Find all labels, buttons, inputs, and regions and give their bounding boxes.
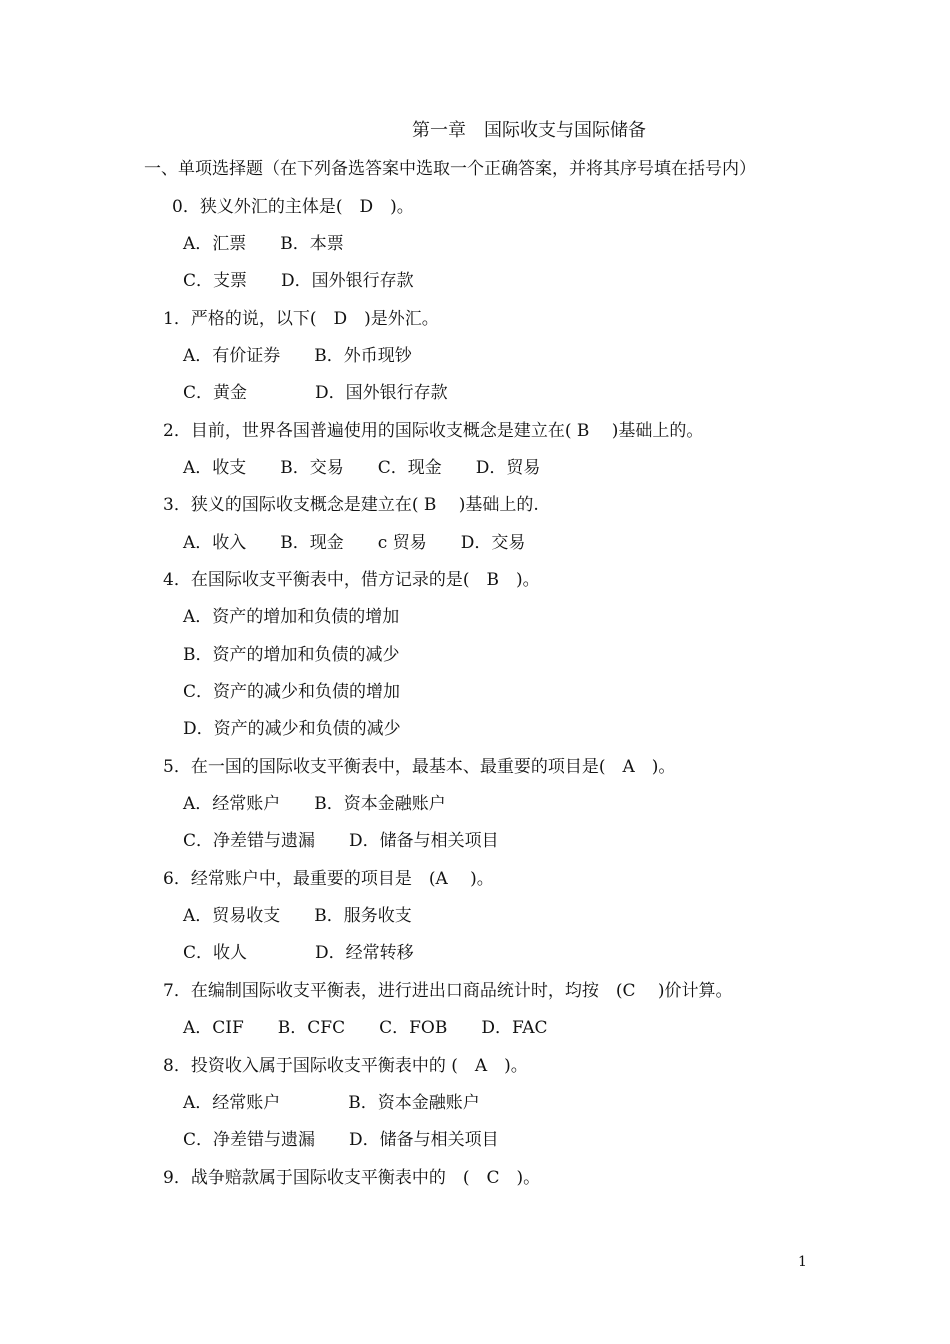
question-7: 7．在编制国际收支平衡表，进行进出口商品统计时，均按 (C )价计算。	[163, 981, 733, 1001]
option-4a: A．资产的增加和负债的增加	[183, 607, 400, 627]
question-2: 2．目前，世界各国普遍使用的国际收支概念是建立在( B )基础上的。	[163, 421, 704, 441]
question-8: 8．投资收入属于国际收支平衡表中的 ( A )。	[163, 1056, 528, 1076]
question-6: 6．经常账户中，最重要的项目是 (A )。	[163, 869, 494, 889]
options-1a: A．有价证券 B．外币现钞	[183, 346, 412, 366]
options-5b: C．净差错与遗漏 D．储备与相关项目	[183, 831, 499, 851]
question-1: 1．严格的说，以下( D )是外汇。	[163, 309, 439, 329]
options-6a: A．贸易收支 B．服务收支	[183, 906, 412, 926]
question-5: 5．在一国的国际收支平衡表中，最基本、最重要的项目是( A )。	[163, 757, 676, 777]
options-3: A．收入 B．现金 c 贸易 D．交易	[183, 533, 526, 553]
option-4d: D．资产的减少和负债的减少	[183, 719, 401, 739]
options-1b: C．黄金 D．国外银行存款	[183, 383, 448, 403]
options-7: A．CIF B．CFC C．FOB D．FAC	[183, 1018, 548, 1038]
options-6b: C．收人 D．经常转移	[183, 943, 414, 963]
options-5a: A．经常账户 B．资本金融账户	[183, 794, 446, 814]
options-8b: C．净差错与遗漏 D．储备与相关项目	[183, 1130, 499, 1150]
options-0b: C．支票 D．国外银行存款	[183, 271, 414, 291]
option-4b: B．资产的增加和负债的减少	[183, 645, 400, 665]
page-number: 1	[798, 1254, 807, 1270]
question-9: 9．战争赔款属于国际收支平衡表中的 ( C )。	[163, 1168, 541, 1188]
options-0a: A．汇票 B．本票	[183, 234, 344, 254]
section-heading: 一、单项选择题（在下列备选答案中选取一个正确答案，并将其序号填在括号内）	[144, 159, 756, 179]
options-8a: A．经常账户 B．资本金融账户	[183, 1093, 480, 1113]
options-2: A．收支 B．交易 C．现金 D．贸易	[183, 458, 541, 478]
option-4c: C．资产的减少和负债的增加	[183, 682, 401, 702]
chapter-title: 第一章 国际收支与国际储备	[412, 120, 646, 141]
question-0: 0．狭义外汇的主体是( D )。	[172, 197, 414, 217]
question-3: 3．狭义的国际收支概念是建立在( B )基础上的.	[163, 495, 539, 515]
question-4: 4．在国际收支平衡表中，借方记录的是( B )。	[163, 570, 540, 590]
